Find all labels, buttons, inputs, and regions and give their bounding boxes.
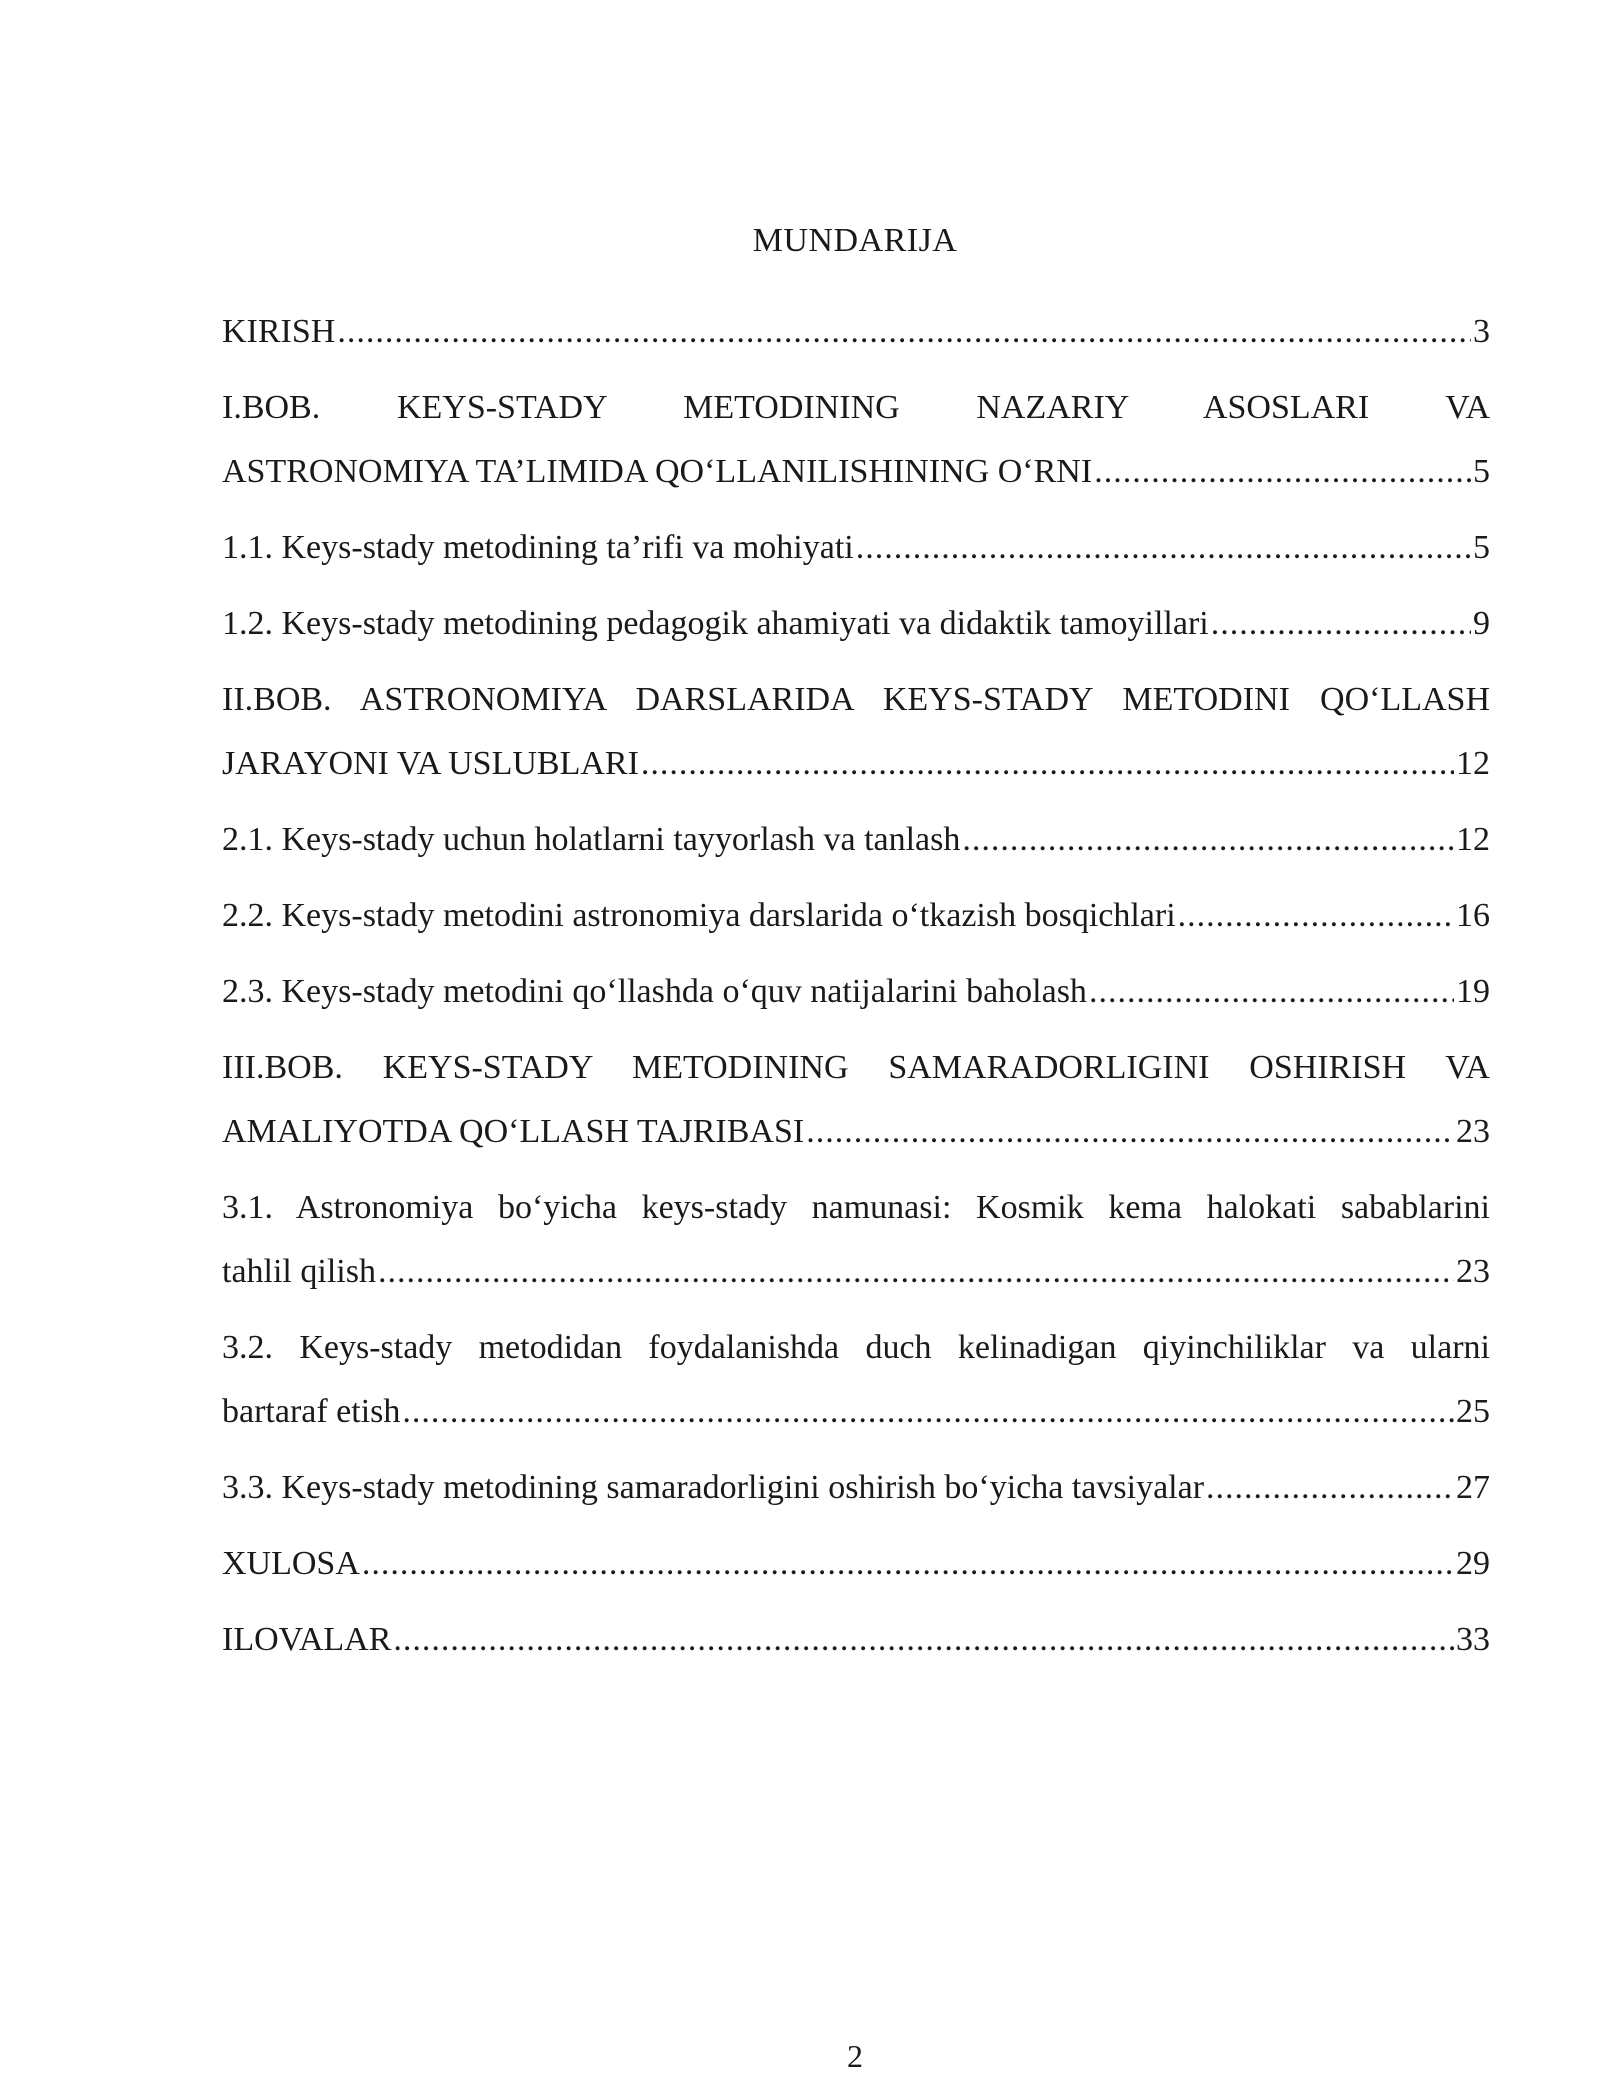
page-title: MUNDARIJA [752,222,958,259]
toc-page-number: 12 [1456,745,1490,782]
toc-entry [222,516,1490,580]
toc-entry-line: 3.1. Astronomiya bo‘yicha keys-stady namunasi: Kosmik kema halokati sabablarini [222,1189,1490,1226]
toc-entry-last-line [222,960,1490,1024]
toc-entry-line: III.BOB. KEYS-STADY METODINING SAMARADORLIGINI OSHIRISH VA [222,1049,1490,1086]
toc-entry [222,668,1490,796]
toc-dot-leader [1206,1456,1454,1520]
toc-entry-last-line [222,1100,1490,1164]
toc-entry-title: ILOVALAR [222,1621,392,1658]
toc-page-number: 12 [1456,821,1490,858]
table-of-contents [222,300,1490,1684]
toc-entry-last-line [222,732,1490,796]
toc-entry-title: 2.1. Keys-stady uchun holatlarni tayyorlash va tanlash [222,821,961,858]
toc-entry-title: tahlil qilish [222,1253,376,1290]
toc-entry-title: 3.3. Keys-stady metodining samaradorligini oshirish bo‘yicha tavsiyalar [222,1469,1205,1506]
toc-entry-last-line [222,592,1490,656]
toc-entry-last-line [222,440,1490,504]
toc-entry-title: bartaraf etish [222,1393,401,1430]
toc-page-number: 9 [1473,605,1490,642]
toc-dot-leader [1211,592,1471,656]
toc-dot-leader [402,1380,1454,1444]
toc-dot-leader [1089,960,1454,1024]
toc-entry-title: 1.1. Keys-stady metodining ta’rifi va mohiyati [222,529,854,566]
toc-entry-title: 2.2. Keys-stady metodini astronomiya darslarida o‘tkazish bosqichlari [222,897,1176,934]
toc-entry [222,960,1490,1024]
toc-entry-last-line [222,1532,1490,1596]
toc-entry-title: 2.3. Keys-stady metodini qo‘llashda o‘quv natijalarini baholash [222,973,1087,1010]
toc-dot-leader [378,1240,1454,1304]
toc-entry [222,376,1490,504]
toc-dot-leader [806,1100,1454,1164]
toc-entry [222,884,1490,948]
toc-dot-leader [962,808,1454,872]
toc-dot-leader [856,516,1471,580]
toc-entry-last-line [222,1456,1490,1520]
toc-entry [222,808,1490,872]
toc-entry [222,1176,1490,1304]
toc-entry-title: XULOSA [222,1545,360,1582]
toc-dot-leader [641,732,1454,796]
toc-entry-last-line [222,300,1490,364]
toc-entry-last-line [222,1608,1490,1672]
toc-entry [222,1456,1490,1520]
toc-page-number: 16 [1456,897,1490,934]
toc-entry [222,592,1490,656]
toc-page-number: 5 [1473,529,1490,566]
toc-entry-title: ASTRONOMIYA TA’LIMIDA QO‘LLANILISHINING O‘RNI [222,453,1093,490]
toc-entry-title: KIRISH [222,313,336,350]
toc-page-number: 5 [1473,453,1490,490]
toc-entry-line: I.BOB. KEYS-STADY METODINING NAZARIY ASOSLARI VA [222,389,1490,426]
toc-entry [222,1608,1490,1672]
toc-page-number: 29 [1456,1545,1490,1582]
toc-page-number: 27 [1456,1469,1490,1506]
toc-entry-last-line [222,1380,1490,1444]
toc-entry-title: JARAYONI VA USLUBLARI [222,745,639,782]
page-number: 2 [847,2038,863,2074]
toc-page-number: 3 [1473,313,1490,350]
toc-dot-leader [337,300,1471,364]
toc-entry-last-line [222,1240,1490,1304]
toc-dot-leader [1178,884,1454,948]
toc-entry [222,1532,1490,1596]
toc-entry [222,300,1490,364]
toc-page-number: 23 [1456,1113,1490,1150]
toc-entry-last-line [222,516,1490,580]
toc-entry-title: AMALIYOTDA QO‘LLASH TAJRIBASI [222,1113,805,1150]
toc-entry-line: II.BOB. ASTRONOMIYA DARSLARIDA KEYS-STADY METODINI QO‘LLASH [222,681,1490,718]
toc-entry-last-line [222,808,1490,872]
toc-page-number: 19 [1456,973,1490,1010]
toc-entry-title: 1.2. Keys-stady metodining pedagogik ahamiyati va didaktik tamoyillari [222,605,1209,642]
toc-dot-leader [362,1532,1454,1596]
toc-entry-line: 3.2. Keys-stady metodidan foydalanishda duch kelinadigan qiyinchiliklar va ularni [222,1329,1490,1366]
toc-entry [222,1036,1490,1164]
toc-page-number: 33 [1456,1621,1490,1658]
toc-page-number: 23 [1456,1253,1490,1290]
toc-entry [222,1316,1490,1444]
toc-dot-leader [393,1608,1454,1672]
toc-page-number: 25 [1456,1393,1490,1430]
toc-dot-leader [1094,440,1471,504]
toc-entry-last-line [222,884,1490,948]
